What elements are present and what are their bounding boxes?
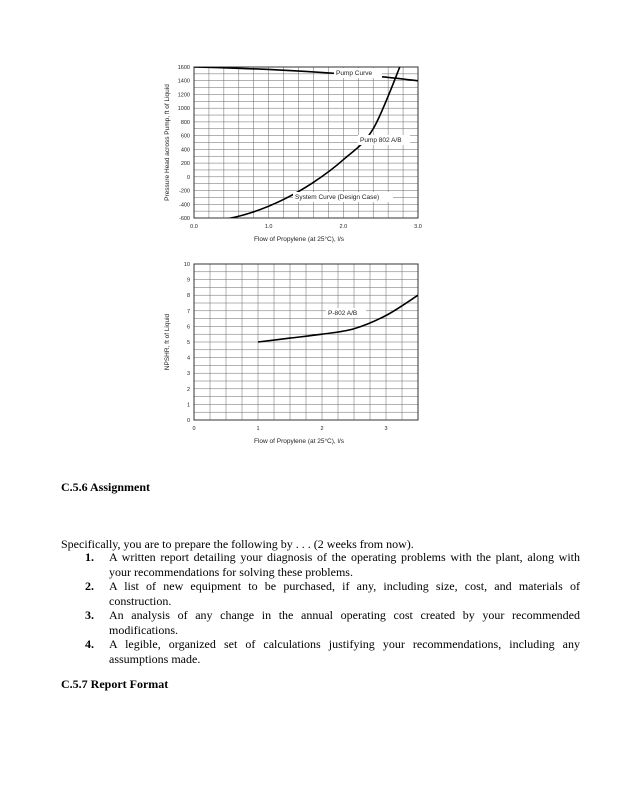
x-tick-label: 3	[384, 426, 388, 432]
list-item: 2. A list of new equipment to be purchased, if any, including size, cost, and materials of construction.	[85, 579, 580, 608]
y-tick-label: -400	[178, 202, 190, 209]
y-tick-label: 0	[186, 418, 190, 424]
y-tick-label: 1200	[177, 92, 190, 99]
y-tick-label: -600	[178, 216, 190, 222]
y-tick-label: 1	[186, 402, 190, 409]
annotation-label: P-802 A/B	[328, 310, 358, 317]
x-tick-label: 0	[192, 426, 196, 432]
x-tick-label: 1.0	[264, 224, 273, 230]
annotation-label: Pump Curve	[336, 70, 373, 77]
y-tick-label: 10	[183, 262, 190, 268]
y-tick-label: 6	[186, 324, 190, 331]
y-tick-label: 8	[186, 293, 190, 300]
y-tick-label: 0	[186, 174, 190, 181]
y-tick-label: 400	[180, 147, 190, 154]
y-tick-label: 800	[180, 119, 190, 126]
y-tick-label: -200	[178, 188, 190, 195]
y-tick-label: 200	[180, 161, 190, 168]
assignment-intro: Specifically, you are to prepare the following by . . . (2 weeks from now).	[61, 537, 414, 551]
section-heading-assignment: C.5.6 Assignment	[61, 480, 151, 494]
npsh-chart	[164, 262, 418, 445]
x-tick-label: 2	[320, 426, 324, 432]
list-item: 1. A written report detailing your diagnosis of the operating problems with the plant, along with your recommendations for solving these problems.	[85, 550, 580, 579]
y-tick-label: 1600	[177, 65, 190, 71]
x-axis-label: Flow of Propylene (at 25°C), l/s	[254, 236, 345, 243]
y-axis-label: Pressure Head across Pump, ft of Liquid	[164, 84, 171, 201]
y-tick-label: 5	[186, 340, 190, 346]
y-tick-label: 9	[186, 277, 190, 284]
list-item: 4. A legible, organized set of calculations justifying your recommendations, including any assumptions made.	[85, 637, 580, 666]
x-tick-label: 0.0	[190, 224, 198, 230]
x-tick-label: 1	[256, 426, 260, 432]
y-tick-label: 3	[186, 371, 190, 378]
gridlines	[194, 264, 418, 420]
x-axis-label: Flow of Propylene (at 25°C), l/s	[254, 438, 345, 445]
list-item: 3. An analysis of any change in the annual operating cost created by your recommended modifications.	[85, 608, 580, 637]
x-tick-label: 2.0	[339, 224, 348, 230]
annotation-label: Pump 802 A/B	[360, 137, 402, 144]
x-tick-label: 3.0	[414, 224, 422, 230]
y-axis-label: NPSHR, ft of Liquid	[164, 313, 171, 371]
y-tick-label: 1000	[177, 106, 190, 113]
y-tick-label: 2	[186, 386, 190, 393]
y-tick-label: 1400	[177, 78, 190, 85]
assignment-list	[85, 550, 580, 666]
y-tick-label: 600	[180, 133, 190, 140]
annotation-label: System Curve (Design Case)	[295, 194, 380, 201]
section-heading-report-format: C.5.7 Report Format	[61, 677, 169, 691]
pump-system-chart	[164, 59, 422, 243]
y-tick-label: 4	[186, 355, 190, 362]
y-tick-label: 7	[186, 308, 190, 315]
